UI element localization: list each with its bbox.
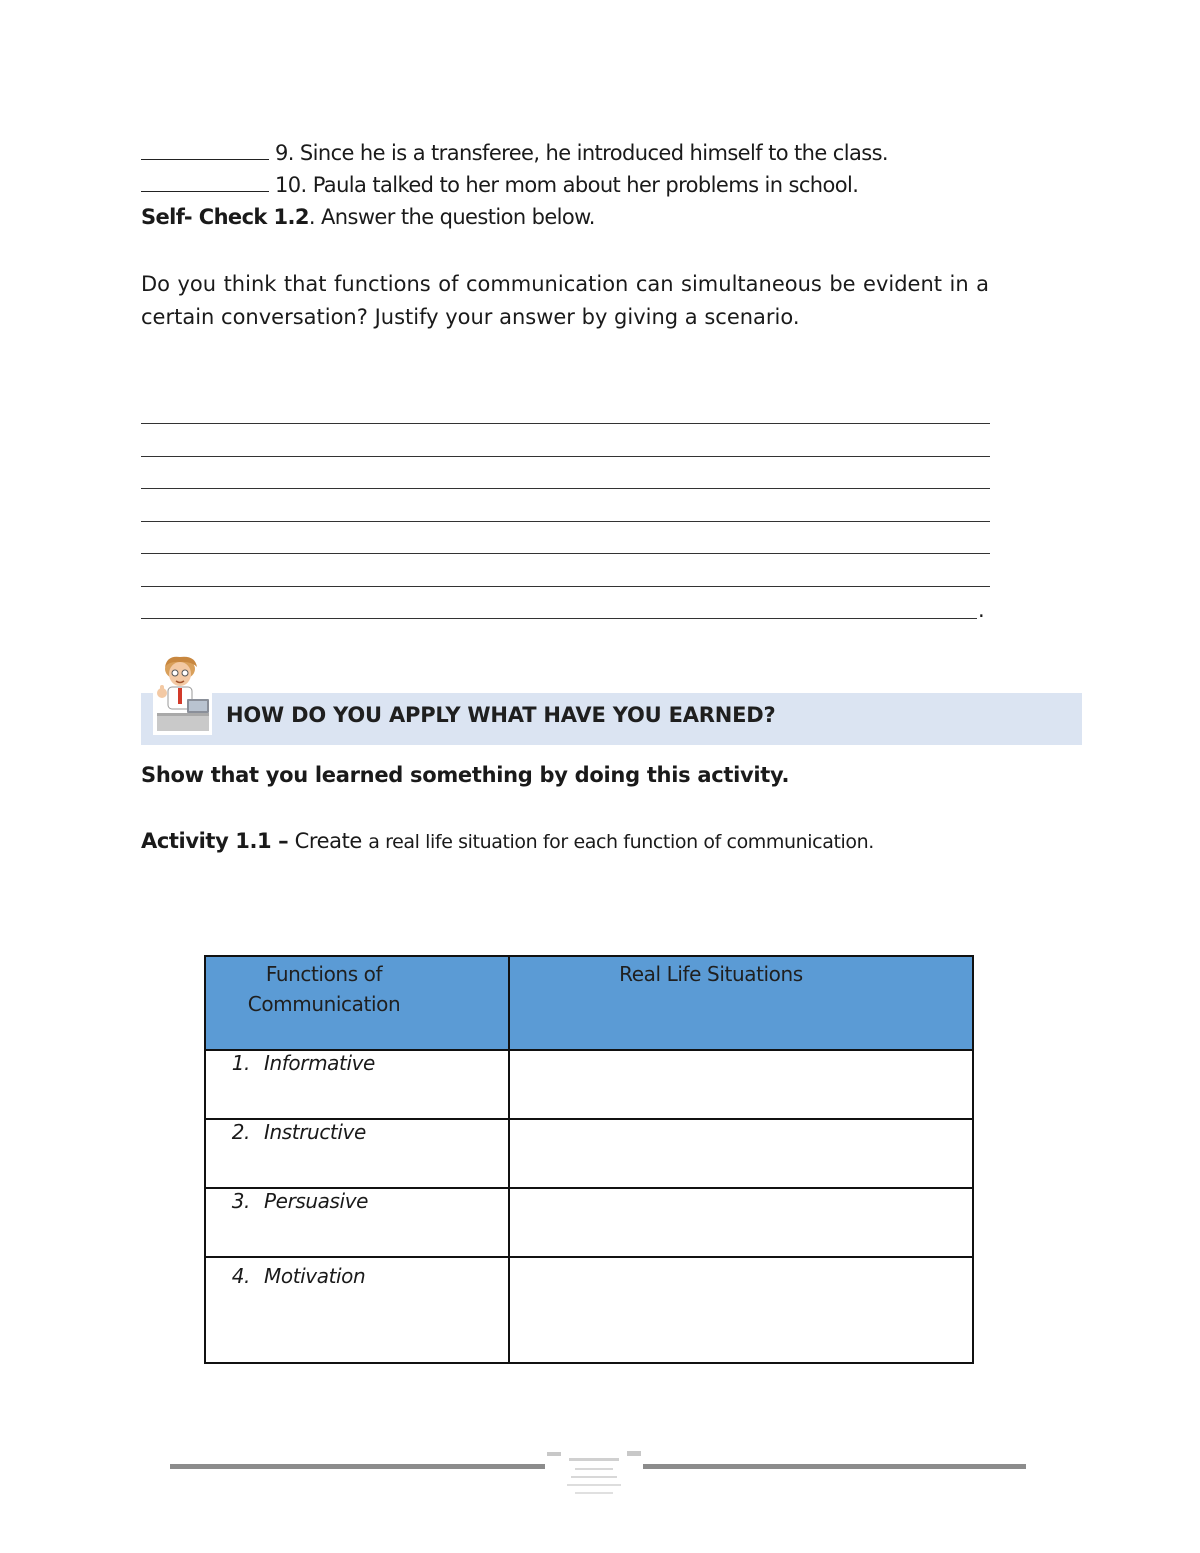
item-number: 9. [275, 141, 294, 165]
section-banner [141, 693, 1082, 745]
answer-line[interactable] [141, 521, 990, 522]
answer-line[interactable] [141, 456, 990, 457]
situation-cell[interactable] [509, 1119, 973, 1188]
item-number: 10. [275, 173, 307, 197]
answer-line[interactable] [141, 618, 977, 619]
answer-blank[interactable] [141, 173, 269, 192]
self-check-instruction: . Answer the question below. [308, 205, 595, 229]
item-9 [141, 141, 888, 165]
self-check-heading [141, 205, 595, 229]
situation-cell[interactable] [509, 1257, 973, 1363]
answer-line[interactable] [141, 586, 990, 587]
teacher-at-laptop-icon [153, 655, 212, 735]
table-header-row [205, 956, 973, 1050]
function-cell: 1. Informative [205, 1050, 509, 1119]
column-header-situations: Real Life Situations [509, 956, 973, 1050]
function-cell: 3. Persuasive [205, 1188, 509, 1257]
situation-cell[interactable] [509, 1188, 973, 1257]
table-row [205, 1050, 973, 1119]
item-10 [141, 173, 858, 197]
answer-line[interactable] [141, 423, 990, 424]
answer-line[interactable] [141, 553, 990, 554]
question-text: Do you think that functions of communication can simultaneous be evident in a certain conversation? Justify your answer by giving a scenario. [141, 272, 989, 329]
item-text: Since he is a transferee, he introduced himself to the class. [299, 141, 888, 165]
item-text: Paula talked to her mom about her problems in school. [312, 173, 859, 197]
lead-text: Show that you learned something by doing this activity. [141, 763, 790, 787]
answer-line[interactable] [141, 488, 990, 489]
table-row [205, 1257, 973, 1363]
activity-instruction [141, 829, 874, 853]
column-header-functions: Functions of Communication [205, 956, 509, 1050]
functions-table [204, 955, 974, 1364]
function-cell: 2. Instructive [205, 1119, 509, 1188]
function-cell: 4. Motivation [205, 1257, 509, 1363]
section-title: HOW DO YOU APPLY WHAT HAVE YOU EARNED? [226, 703, 776, 727]
answer-blank[interactable] [141, 141, 269, 160]
activity-text: a real life situation for each function of communication. [368, 831, 874, 853]
deped-logo-icon [545, 1448, 643, 1498]
activity-label: Activity 1.1 – [141, 829, 289, 853]
table-row [205, 1188, 973, 1257]
activity-text-start: Create [294, 829, 362, 853]
answer-end-period: . [978, 598, 985, 622]
situation-cell[interactable] [509, 1050, 973, 1119]
self-check-label: Self- Check 1.2 [141, 205, 309, 229]
table-row [205, 1119, 973, 1188]
